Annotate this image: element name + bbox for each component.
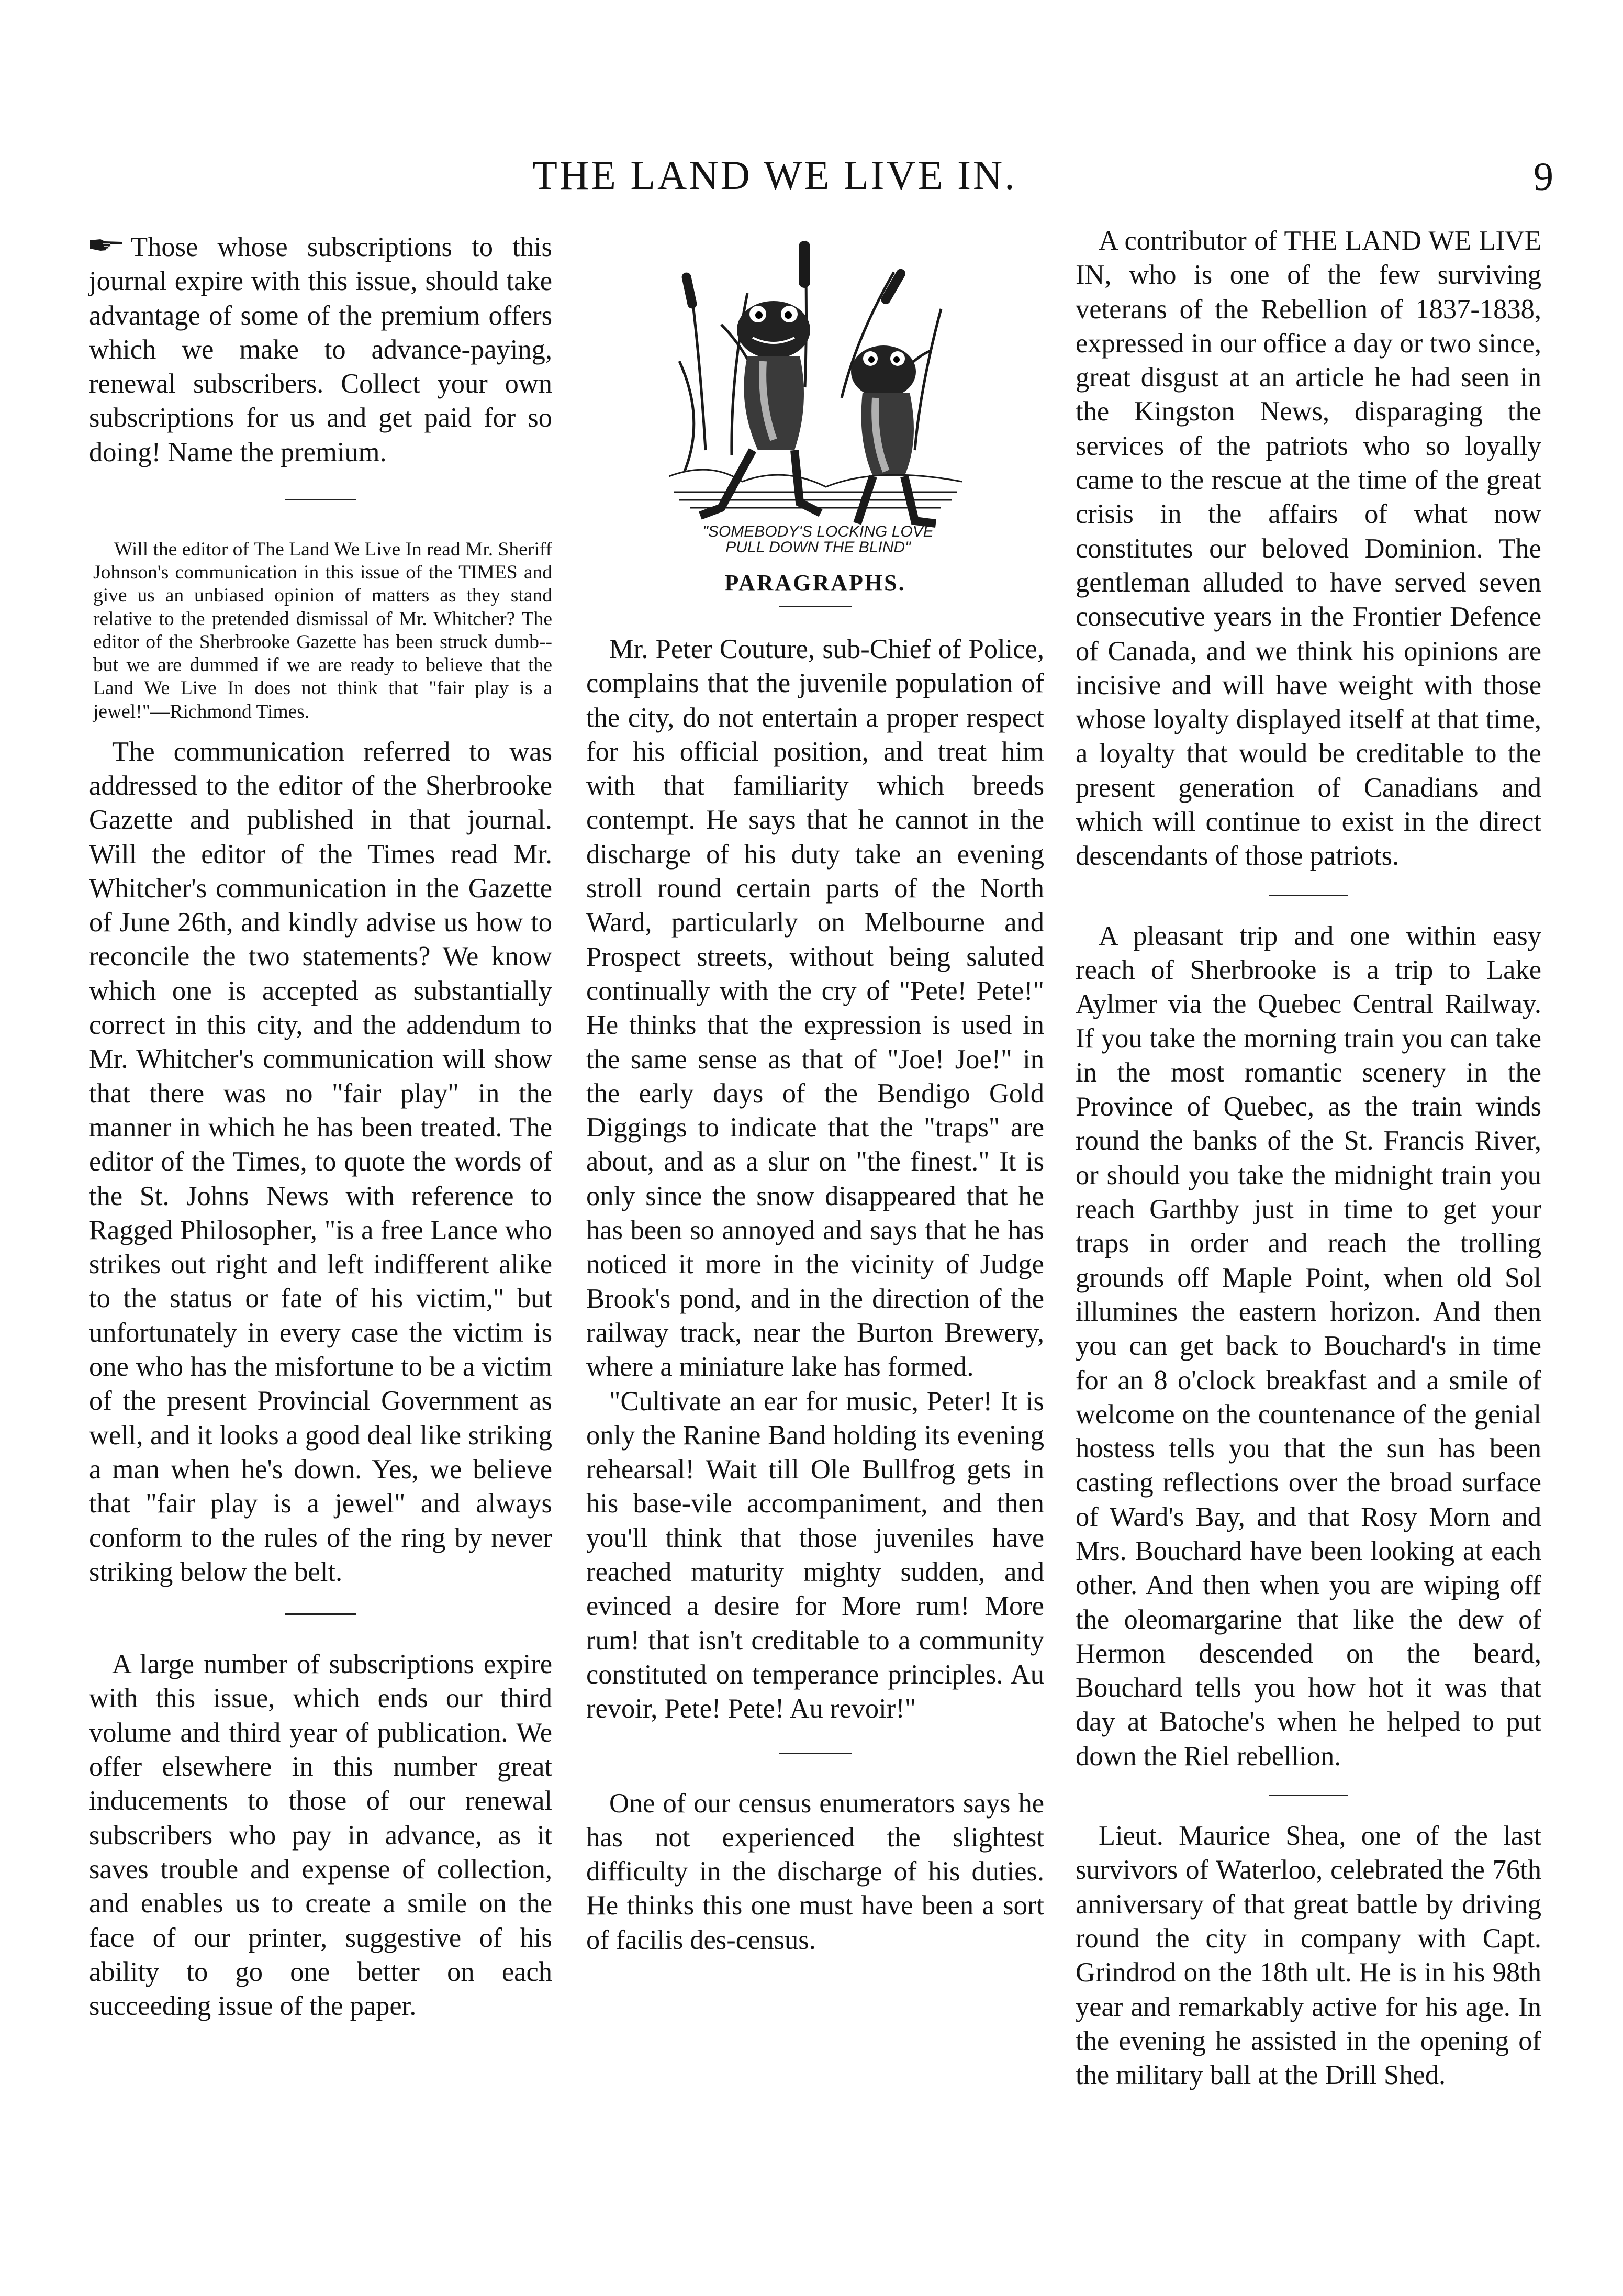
frogs-illustration [669, 230, 962, 555]
quoted-letter: Will the editor of The Land We Live In read Mr. Sheriff Johnson's communication in this issue of the TIMES and give us an unbiased opinion of matters as they stand relative to the pretended dismissal of Mr. Whitcher? The editor of the Sherbrooke Gazette has been struck dumb--but we are dummed if we are ready to believe that the Land We Live In does not think that "fair play is a jewel!"—Richmond Times. [93, 539, 552, 722]
divider [1269, 895, 1348, 896]
right-frog [851, 345, 936, 523]
notice-text: Those whose subscriptions to this journal expire with this issue, should take advantage of some of the premium offers which we make to advance-paying, renewal subscribers. Collect your own subscriptions for us and get paid for so doing! Name the premium. [89, 232, 552, 467]
pointing-hand-icon [89, 237, 124, 252]
veteran-paragraph: A contributor of THE LAND WE LIVE IN, who is one of the few surviving veterans of the Rebellion of 1837-1838, expressed in our office a day or two since, great disgust at an article he had seen in the Kingston News, disparaging the services of the patriots who so loyally came to the rescue at the time of the great crisis in the affairs of what now constitutes our beloved Dominion. The gentleman alluded to have served seven consecutive years in the Frontier Defence of Canada, and we think his opinions are incisive and will have weight with those whose loyalty displayed itself at that time, a loyalty that would be creditable to the present generation of Canadians and which will continue to exist in the direct descendants of those patriots. [1076, 226, 1541, 872]
divider [1269, 1795, 1348, 1796]
divider [779, 606, 852, 607]
cultivate-paragraph: "Cultivate an ear for music, Peter! It is only the Ranine Band holding its evening rehearsal! Wait till Ole Bullfrog gets in his base-vile accompaniment, and then you'll think that those juveniles have reached maturity mighty sudden, and evinced a desire for More rum! More rum! that isn't creditable to a community constituted on temperance principles. Au revoir, Pete! Pete! Au revoir!" [586, 1386, 1044, 1724]
left-frog [700, 301, 821, 516]
left-column [89, 230, 552, 2023]
section-heading: PARAGRAPHS. [724, 570, 906, 596]
caption-line-2: PULL DOWN THE BLIND" [725, 539, 911, 555]
shea-paragraph: Lieut. Maurice Shea, one of the last survivors of Waterloo, celebrated the 76th anniversary of that great battle by driving round the city in company with Capt. Grindrod on the 18th ult. He is in his 98th year and remarkably active for his age. In the evening he assisted in the opening of the military ball at the Drill Shed. [1076, 1821, 1541, 2091]
right-column [1076, 224, 1541, 2092]
caption-line-1: "SOMEBODY'S LOCKING LOVE [702, 523, 934, 540]
divider [285, 499, 356, 500]
editor-reply: The communication referred to was addressed to the editor of the Sherbrooke Gazette and published in that journal. Will the editor of the Times read Mr. Whitcher's communication in the Gazette of June 26th, and kindly advise us how to reconcile the two statements? We know which one is accepted as substantially correct in this city, and the addendum to Mr. Whitcher's communication will show that there was no "fair play" in the manner in which he has been treated. The editor of the Times, to quote the words of the St. Johns News with reference to Ragged Philosopher, "is a free Lance who strikes out right and left indifferent alike to the status or fate of his victim," but unfortunately in every case the victim is one who has the misfortune to be a victim of the present Provincial Government as well, and it looks a good deal like striking a man when he's down. Yes, we believe that "fair play is a jewel" and always conform to the rules of the ring by never striking below the belt. [89, 736, 552, 1587]
running-title: THE LAND WE LIVE IN. [532, 152, 1017, 198]
middle-column [586, 230, 1044, 1957]
subscriptions-paragraph: A large number of subscriptions expire with this issue, which ends our third volume and third year of publication. We offer elsewhere in this number great inducements to those of our renewal subscribers who pay in advance, as it saves trouble and expense of collection, and enables us to create a smile on the face of our printer, suggestive of his ability to go one better on each succeeding issue of the paper. [89, 1649, 552, 2022]
census-paragraph: One of our census enumerators says he has not experienced the slightest difficulty in the discharge of his duties. He thinks this one must have been a sort of facilis des-census. [586, 1788, 1044, 1955]
subscription-notice [89, 230, 552, 470]
divider [285, 1613, 356, 1615]
page-number: 9 [1534, 155, 1553, 199]
divider [779, 1753, 852, 1754]
trip-paragraph: A pleasant trip and one within easy reach of Sherbrooke is a trip to Lake Aylmer via the Quebec Central Railway. If you take the morning train you can take in the most romantic scenery in the Province of Quebec, as the train winds round the banks of the St. Francis River, or should you take the midnight train you reach Garthby just in time to get your traps in order and reach the trolling grounds off Maple Point, when old Sol illumines the eastern horizon. And then you can get back to Bouchard's in time for an 8 o'clock breakfast and a smile of welcome on the countenance of the genial hostess tells you that the sun has been casting reflections over the broad surface of Ward's Bay, and that Rosy Morn and Mrs. Bouchard have been looking at each other. And then when you are wiping off the oleomargarine that like the dew of Hermon descended on the beard, Bouchard tells you how hot it was that day at Batoche's when he helped to put down the Riel rebellion. [1076, 920, 1541, 1771]
couture-paragraph: Mr. Peter Couture, sub-Chief of Police, complains that the juvenile population of the city, do not entertain a proper respect for his official position, and treat him with that familiarity which breeds contempt. He says that he cannot in the discharge of his duty take an evening stroll round certain parts of the North Ward, particularly on Melbourne and Prospect streets, without being saluted continually with the cry of "Pete! Pete!" He thinks that the expression is used in the same sense as that of "Joe! Joe!" in the early days of the Bendigo Gold Diggings to indicate that the "traps" are about, and as a slur on "the finest." It is only since the snow disappeared that he has been so annoyed and says that he has noticed it more in the vicinity of Judge Brook's pond, and in the direction of the railway track, near the Burton Brewery, where a miniature lake has formed. [586, 634, 1044, 1383]
